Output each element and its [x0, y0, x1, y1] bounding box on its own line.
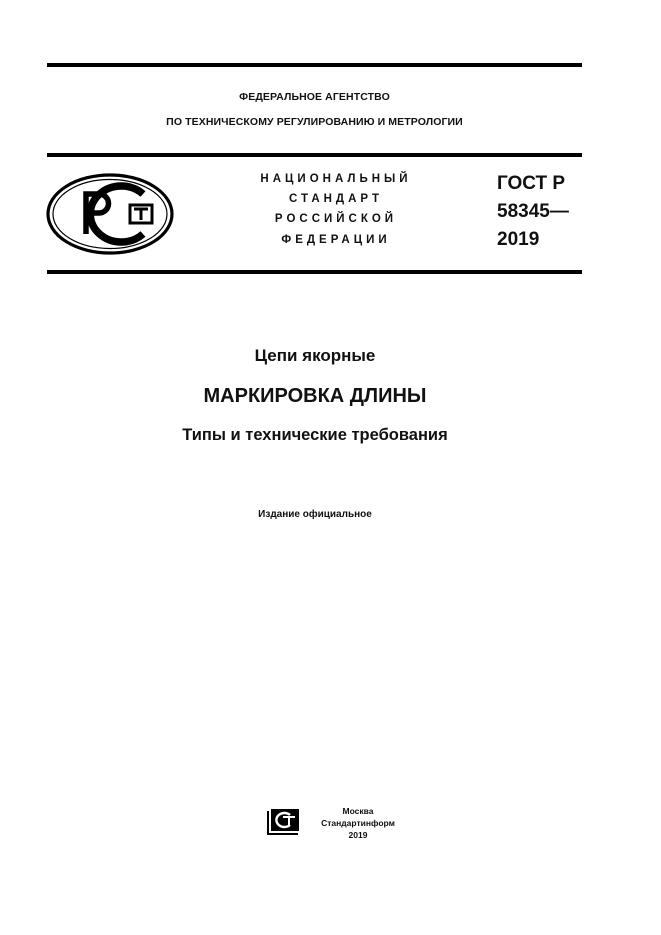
standard-type-line3: РОССИЙСКОЙ — [274, 213, 398, 225]
rst-gost-mark-icon — [45, 172, 175, 256]
publisher-name: Стандартинформ — [321, 818, 395, 828]
standard-type-line4: ФЕДЕРАЦИИ — [281, 234, 391, 246]
top-rule — [47, 63, 582, 67]
standard-designation-line2: 58345— — [497, 201, 569, 222]
publisher-year: 2019 — [348, 830, 368, 840]
header-rule — [47, 153, 582, 157]
standard-designation-line3: 2019 — [497, 229, 540, 250]
standard-type-line1: НАЦИОНАЛЬНЫЙ — [260, 173, 412, 185]
publisher-city: Москва — [342, 806, 374, 816]
designation-rule — [47, 270, 582, 274]
agency-name-line1: ФЕДЕРАЛЬНОЕ АГЕНТСТВО — [239, 91, 390, 103]
edition-label: Издание официальное — [258, 509, 372, 520]
document-subtitle-2: Типы и технические требования — [182, 426, 448, 444]
document-title: Цепи якорные — [254, 346, 376, 365]
agency-name-line2: ПО ТЕХНИЧЕСКОМУ РЕГУЛИРОВАНИЮ И МЕТРОЛОГИИ — [166, 116, 463, 128]
standard-designation-line1: ГОСТ Р — [497, 173, 566, 194]
standard-type-line2: СТАНДАРТ — [289, 193, 383, 205]
standartinform-logo-icon — [265, 807, 302, 837]
document-subtitle: МАРКИРОВКА ДЛИНЫ — [203, 385, 427, 407]
